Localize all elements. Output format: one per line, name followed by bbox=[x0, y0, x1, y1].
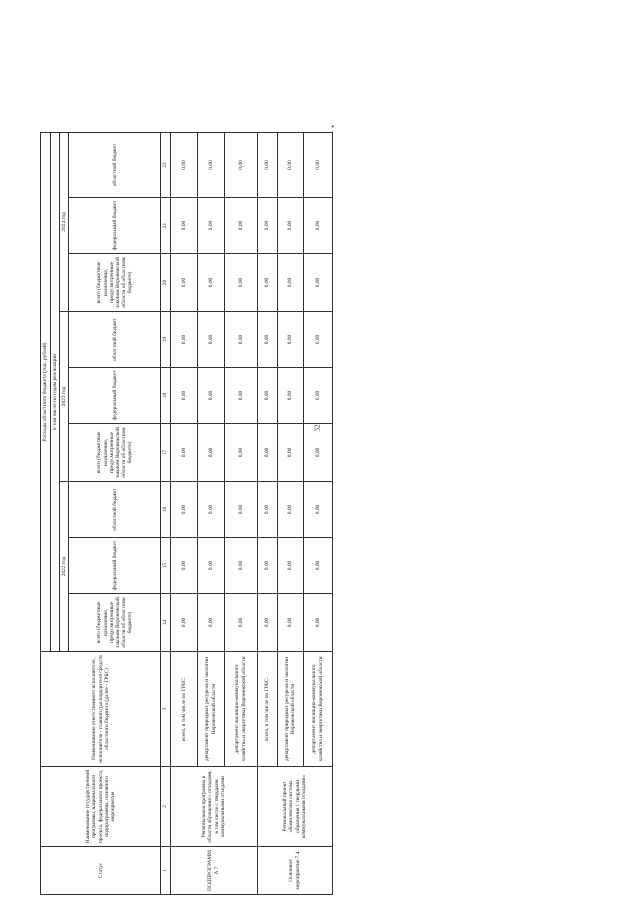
row-executor: всего, в том числе по ГРБС: bbox=[257, 652, 277, 767]
value-cell: 0,00 bbox=[170, 482, 197, 538]
value-cell: 0,00 bbox=[197, 594, 224, 652]
header-expenses-title: Расходы областного бюджета (тыс. рублей) bbox=[41, 132, 51, 651]
col-number: 1 bbox=[161, 847, 170, 895]
value-cell: 0,00 bbox=[224, 424, 257, 482]
value-cell: 0,00 bbox=[170, 254, 197, 312]
value-cell: 0,00 bbox=[197, 312, 224, 368]
header-federal: федеральный бюджет bbox=[69, 538, 161, 594]
header-total: всего (бюджетные назначения, предусмотренные законом Воронежской области об областном бюджете) bbox=[69, 424, 161, 482]
header-by-years: в том числе по годам реализации bbox=[51, 132, 60, 651]
col-number: 18 bbox=[161, 368, 170, 424]
value-cell: 0,00 bbox=[257, 254, 277, 312]
value-cell: 0,00 bbox=[257, 312, 277, 368]
value-cell: 0,00 bbox=[170, 538, 197, 594]
col-number: 19 bbox=[161, 312, 170, 368]
column-numbers-row bbox=[161, 132, 170, 894]
value-cell: 0,00 bbox=[170, 132, 197, 197]
value-cell: 0,00 bbox=[197, 132, 224, 197]
value-cell: 0,00 bbox=[197, 538, 224, 594]
header-regional: областной бюджет bbox=[69, 482, 161, 538]
corner-mark: * bbox=[331, 124, 335, 132]
value-cell: 0,00 bbox=[257, 368, 277, 424]
col-number: 2 bbox=[161, 767, 170, 847]
value-cell: 0,00 bbox=[277, 594, 303, 652]
value-cell: 0,00 bbox=[224, 254, 257, 312]
value-cell: 0,00 bbox=[170, 424, 197, 482]
value-cell: 0,00 bbox=[277, 132, 303, 197]
value-cell: 0,00 bbox=[303, 132, 332, 197]
row-program-name: Региональная программа в области обращения с отходами, в том числе с твердыми коммунальными отходами bbox=[170, 767, 257, 847]
header-status: Статус bbox=[41, 847, 161, 895]
header-federal: федеральный бюджет bbox=[69, 368, 161, 424]
header-executor: Наименование ответственного исполнителя, исполнителя - главного распорядителя средств областного бюджета (далее - ГРБС) bbox=[41, 652, 161, 767]
value-cell: 0,00 bbox=[257, 424, 277, 482]
value-cell: 0,00 bbox=[277, 482, 303, 538]
value-cell: 0,00 bbox=[257, 482, 277, 538]
header-year-2023: 2023 год bbox=[60, 312, 69, 482]
page-number: 32 bbox=[313, 424, 322, 432]
value-cell: 0,00 bbox=[303, 482, 332, 538]
col-number: 15 bbox=[161, 538, 170, 594]
value-cell: 0,00 bbox=[277, 198, 303, 254]
value-cell: 0,00 bbox=[197, 198, 224, 254]
value-cell: 0,00 bbox=[197, 254, 224, 312]
row-status: Основное мероприятие 7.4 bbox=[257, 847, 332, 895]
row-executor: департамент жилищно-коммунального хозяйства и энергетики Воронежской области bbox=[224, 652, 257, 767]
value-cell: 0,00 bbox=[303, 254, 332, 312]
value-cell: 0,00 bbox=[303, 198, 332, 254]
header-program-name: Наименование государственной программы, национального проекта, федерального проекта, подпрограммы, основного мероприятия bbox=[41, 767, 161, 847]
header-regional: областной бюджет bbox=[69, 132, 161, 197]
row-executor: департамент жилищно-коммунального хозяйства и энергетики Воронежской области bbox=[303, 652, 332, 767]
value-cell: 0,00 bbox=[277, 254, 303, 312]
expenses-table bbox=[40, 132, 333, 895]
col-number: 3 bbox=[161, 652, 170, 767]
value-cell: 0,00 bbox=[224, 594, 257, 652]
row-status: ПОДПРОГРАММА 7 bbox=[170, 847, 257, 895]
value-cell: 0,00 bbox=[303, 424, 332, 482]
col-number: 20 bbox=[161, 254, 170, 312]
value-cell: 0,00 bbox=[170, 368, 197, 424]
header-year-2024: 2024 год bbox=[60, 132, 69, 311]
value-cell: 0,00 bbox=[303, 594, 332, 652]
value-cell: 0,00 bbox=[224, 538, 257, 594]
row-executor: всего, в том числе по ГРБС: bbox=[170, 652, 197, 767]
col-number: 16 bbox=[161, 482, 170, 538]
value-cell: 0,00 bbox=[224, 482, 257, 538]
value-cell: 0,00 bbox=[197, 482, 224, 538]
value-cell: 0,00 bbox=[303, 368, 332, 424]
value-cell: 0,00 bbox=[277, 424, 303, 482]
value-cell: 0,00 bbox=[197, 368, 224, 424]
value-cell: 0,00 bbox=[277, 368, 303, 424]
header-federal: федеральный бюджет bbox=[69, 198, 161, 254]
value-cell: 0,00 bbox=[224, 368, 257, 424]
row-program-name: Региональный проект «Комплексная система обращения с твердыми коммунальными отходами» bbox=[257, 767, 332, 847]
value-cell: 0,00 bbox=[277, 312, 303, 368]
col-number: 22 bbox=[161, 132, 170, 197]
row-executor: департамент природных ресурсов и экологии Воронежской области bbox=[277, 652, 303, 767]
value-cell: 0,00 bbox=[170, 198, 197, 254]
col-number: 14 bbox=[161, 594, 170, 652]
value-cell: 0,00 bbox=[257, 198, 277, 254]
value-cell: 0,00 bbox=[257, 538, 277, 594]
value-cell: 0,00 bbox=[224, 312, 257, 368]
value-cell: 0,00 bbox=[257, 132, 277, 197]
header-total: всего (бюджетные назначения, предусмотренные законом Воронежской области об областном бюджете) bbox=[69, 594, 161, 652]
value-cell: 0,00 bbox=[170, 594, 197, 652]
value-cell: 0,00 bbox=[197, 424, 224, 482]
header-regional: областной бюджет bbox=[69, 312, 161, 368]
value-cell: 0,00 bbox=[224, 132, 257, 197]
col-number: 21 bbox=[161, 198, 170, 254]
row-executor: департамент природных ресурсов и экологии Воронежской области bbox=[197, 652, 224, 767]
table-row bbox=[170, 132, 197, 894]
rotated-table-frame bbox=[40, 133, 330, 895]
value-cell: 0,00 bbox=[303, 538, 332, 594]
value-cell: 0,00 bbox=[277, 538, 303, 594]
header-total: всего (бюджетные назначения, предусмотренные законом Воронежской области об областном бюджете) bbox=[69, 254, 161, 312]
col-number: 17 bbox=[161, 424, 170, 482]
value-cell: 0,00 bbox=[224, 198, 257, 254]
table-row bbox=[257, 132, 277, 894]
header-year-2022: 2022 год bbox=[60, 482, 69, 652]
value-cell: 0,00 bbox=[170, 312, 197, 368]
value-cell: 0,00 bbox=[257, 594, 277, 652]
value-cell: 0,00 bbox=[303, 312, 332, 368]
